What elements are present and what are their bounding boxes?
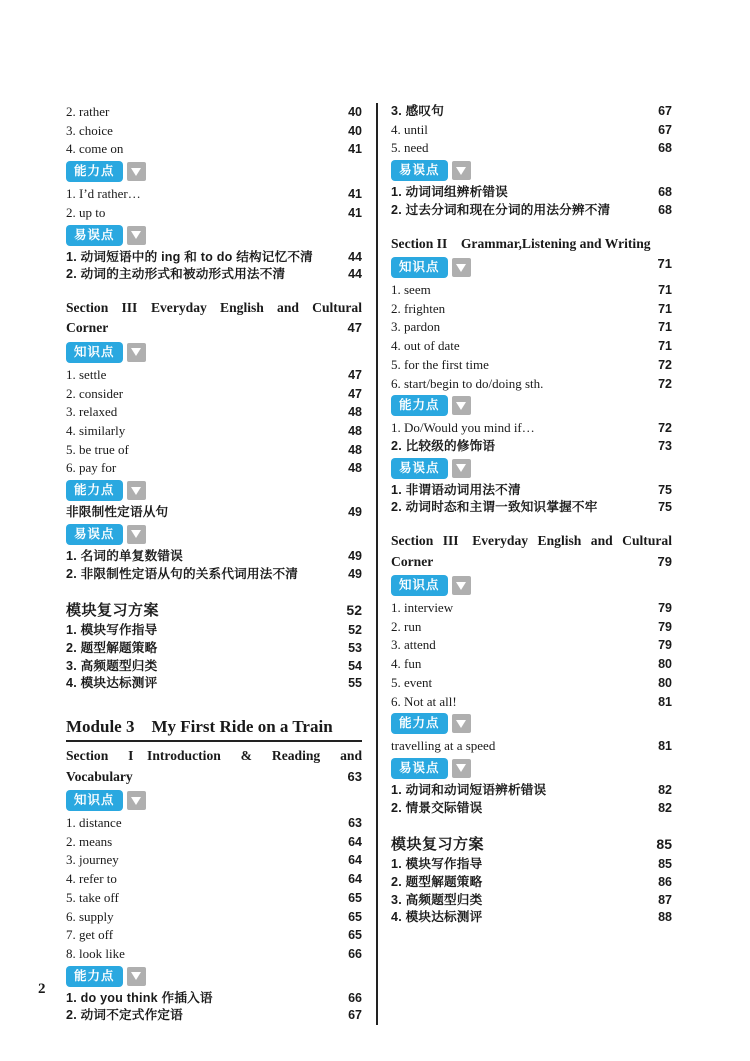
toc-entry-page: 68 xyxy=(658,202,672,217)
toc-entry-label: 8. look like xyxy=(66,945,125,961)
toc-entry xyxy=(66,459,362,478)
toc-entry-page: 75 xyxy=(658,482,672,497)
module-review-heading xyxy=(391,833,672,856)
toc-entry-label: 2. 动词的主动形式和被动形式用法不清 xyxy=(66,267,286,282)
toc-entry xyxy=(66,851,362,870)
toc-entry xyxy=(391,281,672,300)
badge-ability: 能力点 xyxy=(66,480,123,501)
badge-row xyxy=(66,480,362,501)
toc-entry-page: 48 xyxy=(348,442,362,457)
toc-entry xyxy=(66,566,362,584)
toc-entry xyxy=(66,140,362,159)
toc-entry xyxy=(66,833,362,852)
toc-entry-page: 80 xyxy=(658,675,672,690)
badge-knowledge: 知识点 xyxy=(391,575,448,596)
toc-entry-page: 64 xyxy=(348,872,362,887)
triangle-shape xyxy=(131,348,141,356)
toc-entry xyxy=(66,870,362,889)
toc-entry xyxy=(66,622,362,640)
module-heading: Module 3 My First Ride on a Train xyxy=(66,715,362,742)
toc-entry-label: travelling at a speed xyxy=(391,738,496,754)
toc-entry-label: 4. come on xyxy=(66,141,124,157)
toc-entry-page: 72 xyxy=(658,421,672,436)
toc-entry-label: 1. I’d rather… xyxy=(66,186,141,202)
toc-entry-page: 41 xyxy=(348,187,362,202)
toc-entry-label: 2. consider xyxy=(66,385,124,401)
toc-entry xyxy=(391,856,672,874)
toc-entry-page: 86 xyxy=(658,875,672,890)
toc-entry-label: 1. Do/Would you mind if… xyxy=(391,420,535,436)
module-review-heading xyxy=(66,599,362,622)
triangle-shape xyxy=(456,464,466,472)
toc-entry-label: 1. 动词词组辨析错误 xyxy=(391,185,508,200)
toc-entry-label: 4. until xyxy=(391,121,428,137)
toc-entry-page: 64 xyxy=(348,853,362,868)
review-page: 85 xyxy=(656,836,672,853)
toc-entry-label: 1. 名词的单复数错误 xyxy=(66,548,183,563)
toc-entry xyxy=(391,438,672,456)
toc-entry-label: 3. attend xyxy=(391,637,436,653)
toc-entry xyxy=(66,441,362,460)
badge-error: 易误点 xyxy=(66,524,123,545)
dropdown-arrow-icon xyxy=(127,226,146,245)
section-heading: Section II Grammar,Listening and Writing 71 xyxy=(391,234,672,255)
toc-entry-page: 71 xyxy=(658,301,672,316)
toc-content xyxy=(66,103,672,1025)
toc-entry xyxy=(391,300,672,319)
triangle-shape xyxy=(456,764,466,772)
toc-entry xyxy=(66,945,362,964)
dropdown-arrow-icon xyxy=(127,525,146,544)
toc-entry-page: 63 xyxy=(348,816,362,831)
toc-entry-page: 44 xyxy=(348,249,362,264)
toc-entry-label: 4. 模块达标测评 xyxy=(391,910,483,925)
toc-entry-page: 75 xyxy=(658,500,672,515)
toc-entry-label: 1. seem xyxy=(391,282,431,298)
toc-entry xyxy=(66,675,362,693)
toc-entry-label: 4. similarly xyxy=(66,423,126,439)
badge-row xyxy=(391,458,672,479)
section-heading: Section III Everyday English and Cultural Corner 79 xyxy=(391,531,672,572)
toc-entry xyxy=(391,737,672,756)
dropdown-arrow-icon xyxy=(452,396,471,415)
toc-entry-label: 7. get off xyxy=(66,927,114,943)
toc-entry xyxy=(66,504,362,522)
badge-error: 易误点 xyxy=(391,160,448,181)
dropdown-arrow-icon xyxy=(127,791,146,810)
triangle-shape xyxy=(131,797,141,805)
page-number: 2 xyxy=(38,981,46,997)
toc-entry-label: 1. 动词和动词短语辨析错误 xyxy=(391,782,547,797)
toc-entry xyxy=(391,674,672,693)
toc-entry-label: 3. 高频题型归类 xyxy=(391,892,483,907)
toc-entry-page: 85 xyxy=(658,857,672,872)
triangle-shape xyxy=(456,582,466,590)
toc-entry xyxy=(66,204,362,223)
toc-entry-page: 64 xyxy=(348,834,362,849)
dropdown-arrow-icon xyxy=(452,759,471,778)
toc-entry xyxy=(66,385,362,404)
toc-entry-label: 2. 动词不定式作定语 xyxy=(66,1008,183,1023)
toc-entry-label: 2. up to xyxy=(66,204,106,220)
toc-entry-page: 40 xyxy=(348,105,362,119)
toc-entry xyxy=(391,419,672,438)
dropdown-arrow-icon xyxy=(452,161,471,180)
toc-entry-page: 73 xyxy=(658,438,672,453)
toc-entry-page: 81 xyxy=(658,694,672,709)
triangle-shape xyxy=(456,167,466,175)
toc-entry-label: 非限制性定语从句 xyxy=(66,505,169,520)
badge-knowledge: 知识点 xyxy=(391,257,448,278)
toc-entry-page: 66 xyxy=(348,946,362,961)
toc-entry-label: 6. supply xyxy=(66,908,114,924)
section-heading: Section I Introduction & Reading and Vocabulary 63 xyxy=(66,746,362,787)
toc-entry-page: 66 xyxy=(348,990,362,1005)
toc-entry xyxy=(391,337,672,356)
toc-entry-label: 2. means xyxy=(66,833,113,849)
badge-row xyxy=(66,225,362,246)
toc-entry-page: 55 xyxy=(348,676,362,691)
badge-ability: 能力点 xyxy=(391,713,448,734)
badge-row xyxy=(391,257,632,278)
toc-entry-label: 3. 感叹句 xyxy=(391,104,444,118)
dropdown-arrow-icon xyxy=(127,343,146,362)
toc-entry-label: 2. 比较级的修饰语 xyxy=(391,438,496,453)
toc-entry xyxy=(391,655,672,674)
review-label: 模块复习方案 xyxy=(66,602,160,620)
toc-entry xyxy=(66,658,362,676)
toc-entry-label: 2. frighten xyxy=(391,300,446,316)
toc-entry-page: 68 xyxy=(658,141,672,156)
dropdown-arrow-icon xyxy=(452,258,471,277)
toc-entry-page: 49 xyxy=(348,505,362,520)
toc-entry xyxy=(391,482,672,500)
toc-entry xyxy=(391,618,672,637)
toc-entry-label: 4. refer to xyxy=(66,871,117,887)
badge-row xyxy=(66,161,362,182)
toc-entry xyxy=(66,926,362,945)
toc-entry-page: 41 xyxy=(348,205,362,220)
dropdown-arrow-icon xyxy=(452,714,471,733)
toc-entry xyxy=(66,103,362,122)
section-page: 79 xyxy=(657,553,672,569)
badge-error: 易误点 xyxy=(391,458,448,479)
toc-entry-page: 88 xyxy=(658,910,672,925)
dropdown-arrow-icon xyxy=(452,576,471,595)
toc-entry-label: 6. Not at all! xyxy=(391,693,457,709)
badge-row xyxy=(66,524,362,545)
toc-entry-page: 68 xyxy=(658,185,672,200)
toc-entry-page: 71 xyxy=(658,283,672,298)
triangle-shape xyxy=(131,168,141,176)
badge-row xyxy=(66,342,362,363)
toc-entry-label: 4. fun xyxy=(391,656,422,672)
badge-row xyxy=(66,790,362,811)
badge-error: 易误点 xyxy=(66,225,123,246)
triangle-shape xyxy=(131,487,141,495)
toc-entry xyxy=(66,814,362,833)
toc-entry xyxy=(391,202,672,220)
review-label: 模块复习方案 xyxy=(391,836,485,854)
toc-entry-label: 2. 情景交际错误 xyxy=(391,800,483,815)
toc-entry xyxy=(391,121,672,140)
toc-entry-page: 48 xyxy=(348,405,362,420)
badge-knowledge: 知识点 xyxy=(66,342,123,363)
toc-entry-page: 47 xyxy=(348,386,362,401)
toc-entry-label: 1. settle xyxy=(66,366,107,382)
section-page: 47 xyxy=(347,320,362,336)
triangle-shape xyxy=(131,530,141,538)
toc-entry xyxy=(391,499,672,517)
toc-entry xyxy=(66,548,362,566)
toc-entry-label: 6. start/begin to do/doing sth. xyxy=(391,375,544,391)
toc-entry-page: 49 xyxy=(348,548,362,563)
toc-entry xyxy=(66,122,362,141)
toc-entry-page: 48 xyxy=(348,424,362,439)
toc-entry-page: 81 xyxy=(658,739,672,754)
toc-entry-page: 41 xyxy=(348,142,362,157)
toc-entry-label: 2. run xyxy=(391,618,422,634)
toc-entry-label: 1. 模块写作指导 xyxy=(66,623,158,638)
toc-entry-page: 72 xyxy=(658,357,672,372)
dropdown-arrow-icon xyxy=(127,481,146,500)
toc-entry-label: 1. 动词短语中的 ing 和 to do 结构记忆不清 xyxy=(66,249,313,264)
toc-entry-page: 65 xyxy=(348,928,362,943)
toc-entry-page: 52 xyxy=(348,623,362,638)
triangle-shape xyxy=(131,972,141,980)
toc-entry xyxy=(66,185,362,204)
toc-entry xyxy=(391,356,672,375)
toc-entry-label: 1. 模块写作指导 xyxy=(391,857,483,872)
toc-entry xyxy=(391,375,672,394)
dropdown-arrow-icon xyxy=(452,459,471,478)
badge-ability: 能力点 xyxy=(66,161,123,182)
toc-entry-label: 2. 动词时态和主谓一致知识掌握不牢 xyxy=(391,500,598,515)
toc-entry-page: 65 xyxy=(348,909,362,924)
triangle-shape xyxy=(456,720,466,728)
badge-row xyxy=(391,160,672,181)
toc-entry-page: 54 xyxy=(348,658,362,673)
toc-entry-page: 82 xyxy=(658,782,672,797)
section-page: 63 xyxy=(347,768,362,784)
badge-ability: 能力点 xyxy=(391,395,448,416)
toc-entry xyxy=(66,1007,362,1025)
toc-entry xyxy=(391,782,672,800)
toc-entry-page: 80 xyxy=(658,657,672,672)
section-page: 71 xyxy=(657,256,672,272)
toc-entry-page: 82 xyxy=(658,800,672,815)
badge-row xyxy=(391,713,672,734)
toc-entry-label: 5. take off xyxy=(66,889,119,905)
toc-entry xyxy=(391,103,672,121)
triangle-shape xyxy=(456,264,466,272)
dropdown-arrow-icon xyxy=(127,162,146,181)
badge-row xyxy=(391,575,672,596)
toc-entry xyxy=(391,800,672,818)
toc-entry-label: 5. need xyxy=(391,140,429,156)
toc-entry-label: 4. out of date xyxy=(391,338,460,354)
toc-entry-page: 71 xyxy=(658,320,672,335)
badge-knowledge: 知识点 xyxy=(66,790,123,811)
toc-entry xyxy=(66,422,362,441)
toc-entry xyxy=(391,318,672,337)
toc-entry-page: 87 xyxy=(658,892,672,907)
toc-entry xyxy=(391,184,672,202)
column-right xyxy=(378,103,672,1025)
badge-row xyxy=(391,395,672,416)
toc-entry-label: 1. 非谓语动词用法不清 xyxy=(391,482,521,497)
toc-entry xyxy=(391,599,672,618)
toc-entry xyxy=(391,693,672,712)
toc-entry xyxy=(391,636,672,655)
toc-entry-page: 79 xyxy=(658,638,672,653)
toc-entry-label: 3. journey xyxy=(66,852,119,868)
toc-entry-label: 3. relaxed xyxy=(66,404,118,420)
toc-entry-label: 1. distance xyxy=(66,815,122,831)
toc-entry xyxy=(66,889,362,908)
toc-entry xyxy=(391,909,672,927)
toc-entry-label: 2. 非限制性定语从句的关系代词用法不清 xyxy=(66,566,299,581)
toc-entry-label: 5. be true of xyxy=(66,441,129,457)
badge-row xyxy=(66,966,362,987)
toc-entry xyxy=(66,908,362,927)
triangle-shape xyxy=(456,402,466,410)
toc-entry-page: 49 xyxy=(348,566,362,581)
toc-entry-label: 4. 模块达标测评 xyxy=(66,676,158,691)
toc-entry-page: 40 xyxy=(348,123,362,138)
toc-entry-page: 47 xyxy=(348,367,362,382)
badge-error: 易误点 xyxy=(391,758,448,779)
toc-entry xyxy=(66,403,362,422)
toc-entry-page: 48 xyxy=(348,461,362,476)
toc-entry xyxy=(66,640,362,658)
toc-entry xyxy=(391,892,672,910)
column-left xyxy=(66,103,376,1025)
toc-entry-page: 79 xyxy=(658,619,672,634)
toc-entry-page: 67 xyxy=(348,1008,362,1023)
toc-entry-label: 2. rather xyxy=(66,104,110,119)
toc-entry-label: 5. for the first time xyxy=(391,356,489,372)
toc-entry xyxy=(391,874,672,892)
toc-entry-page: 44 xyxy=(348,267,362,282)
toc-entry-page: 71 xyxy=(658,339,672,354)
toc-entry xyxy=(391,139,672,158)
toc-entry-page: 67 xyxy=(658,122,672,137)
toc-entry-page: 53 xyxy=(348,640,362,655)
toc-entry-page: 79 xyxy=(658,601,672,616)
badge-ability: 能力点 xyxy=(66,966,123,987)
toc-entry xyxy=(66,249,362,267)
toc-entry-label: 1. do you think 作插入语 xyxy=(66,990,213,1005)
toc-entry-page: 72 xyxy=(658,376,672,391)
toc-entry xyxy=(66,266,362,284)
section-heading: Section III Everyday English and Cultural Corner 47 xyxy=(66,298,362,339)
dropdown-arrow-icon xyxy=(127,967,146,986)
toc-entry xyxy=(66,990,362,1008)
triangle-shape xyxy=(131,231,141,239)
toc-entry xyxy=(66,366,362,385)
toc-entry-label: 1. interview xyxy=(391,600,454,616)
toc-entry-label: 3. 高频题型归类 xyxy=(66,658,158,673)
badge-row xyxy=(391,758,672,779)
toc-entry-page: 67 xyxy=(658,104,672,118)
toc-entry-label: 2. 题型解题策略 xyxy=(66,640,158,655)
toc-entry-label: 3. choice xyxy=(66,122,113,138)
toc-entry-label: 2. 过去分词和现在分词的用法分辨不清 xyxy=(391,202,611,217)
toc-entry-page: 65 xyxy=(348,890,362,905)
toc-entry-label: 3. pardon xyxy=(391,319,441,335)
toc-entry-label: 6. pay for xyxy=(66,460,117,476)
review-page: 52 xyxy=(346,602,362,619)
toc-entry-label: 5. event xyxy=(391,674,433,690)
toc-entry-label: 2. 题型解题策略 xyxy=(391,875,483,890)
